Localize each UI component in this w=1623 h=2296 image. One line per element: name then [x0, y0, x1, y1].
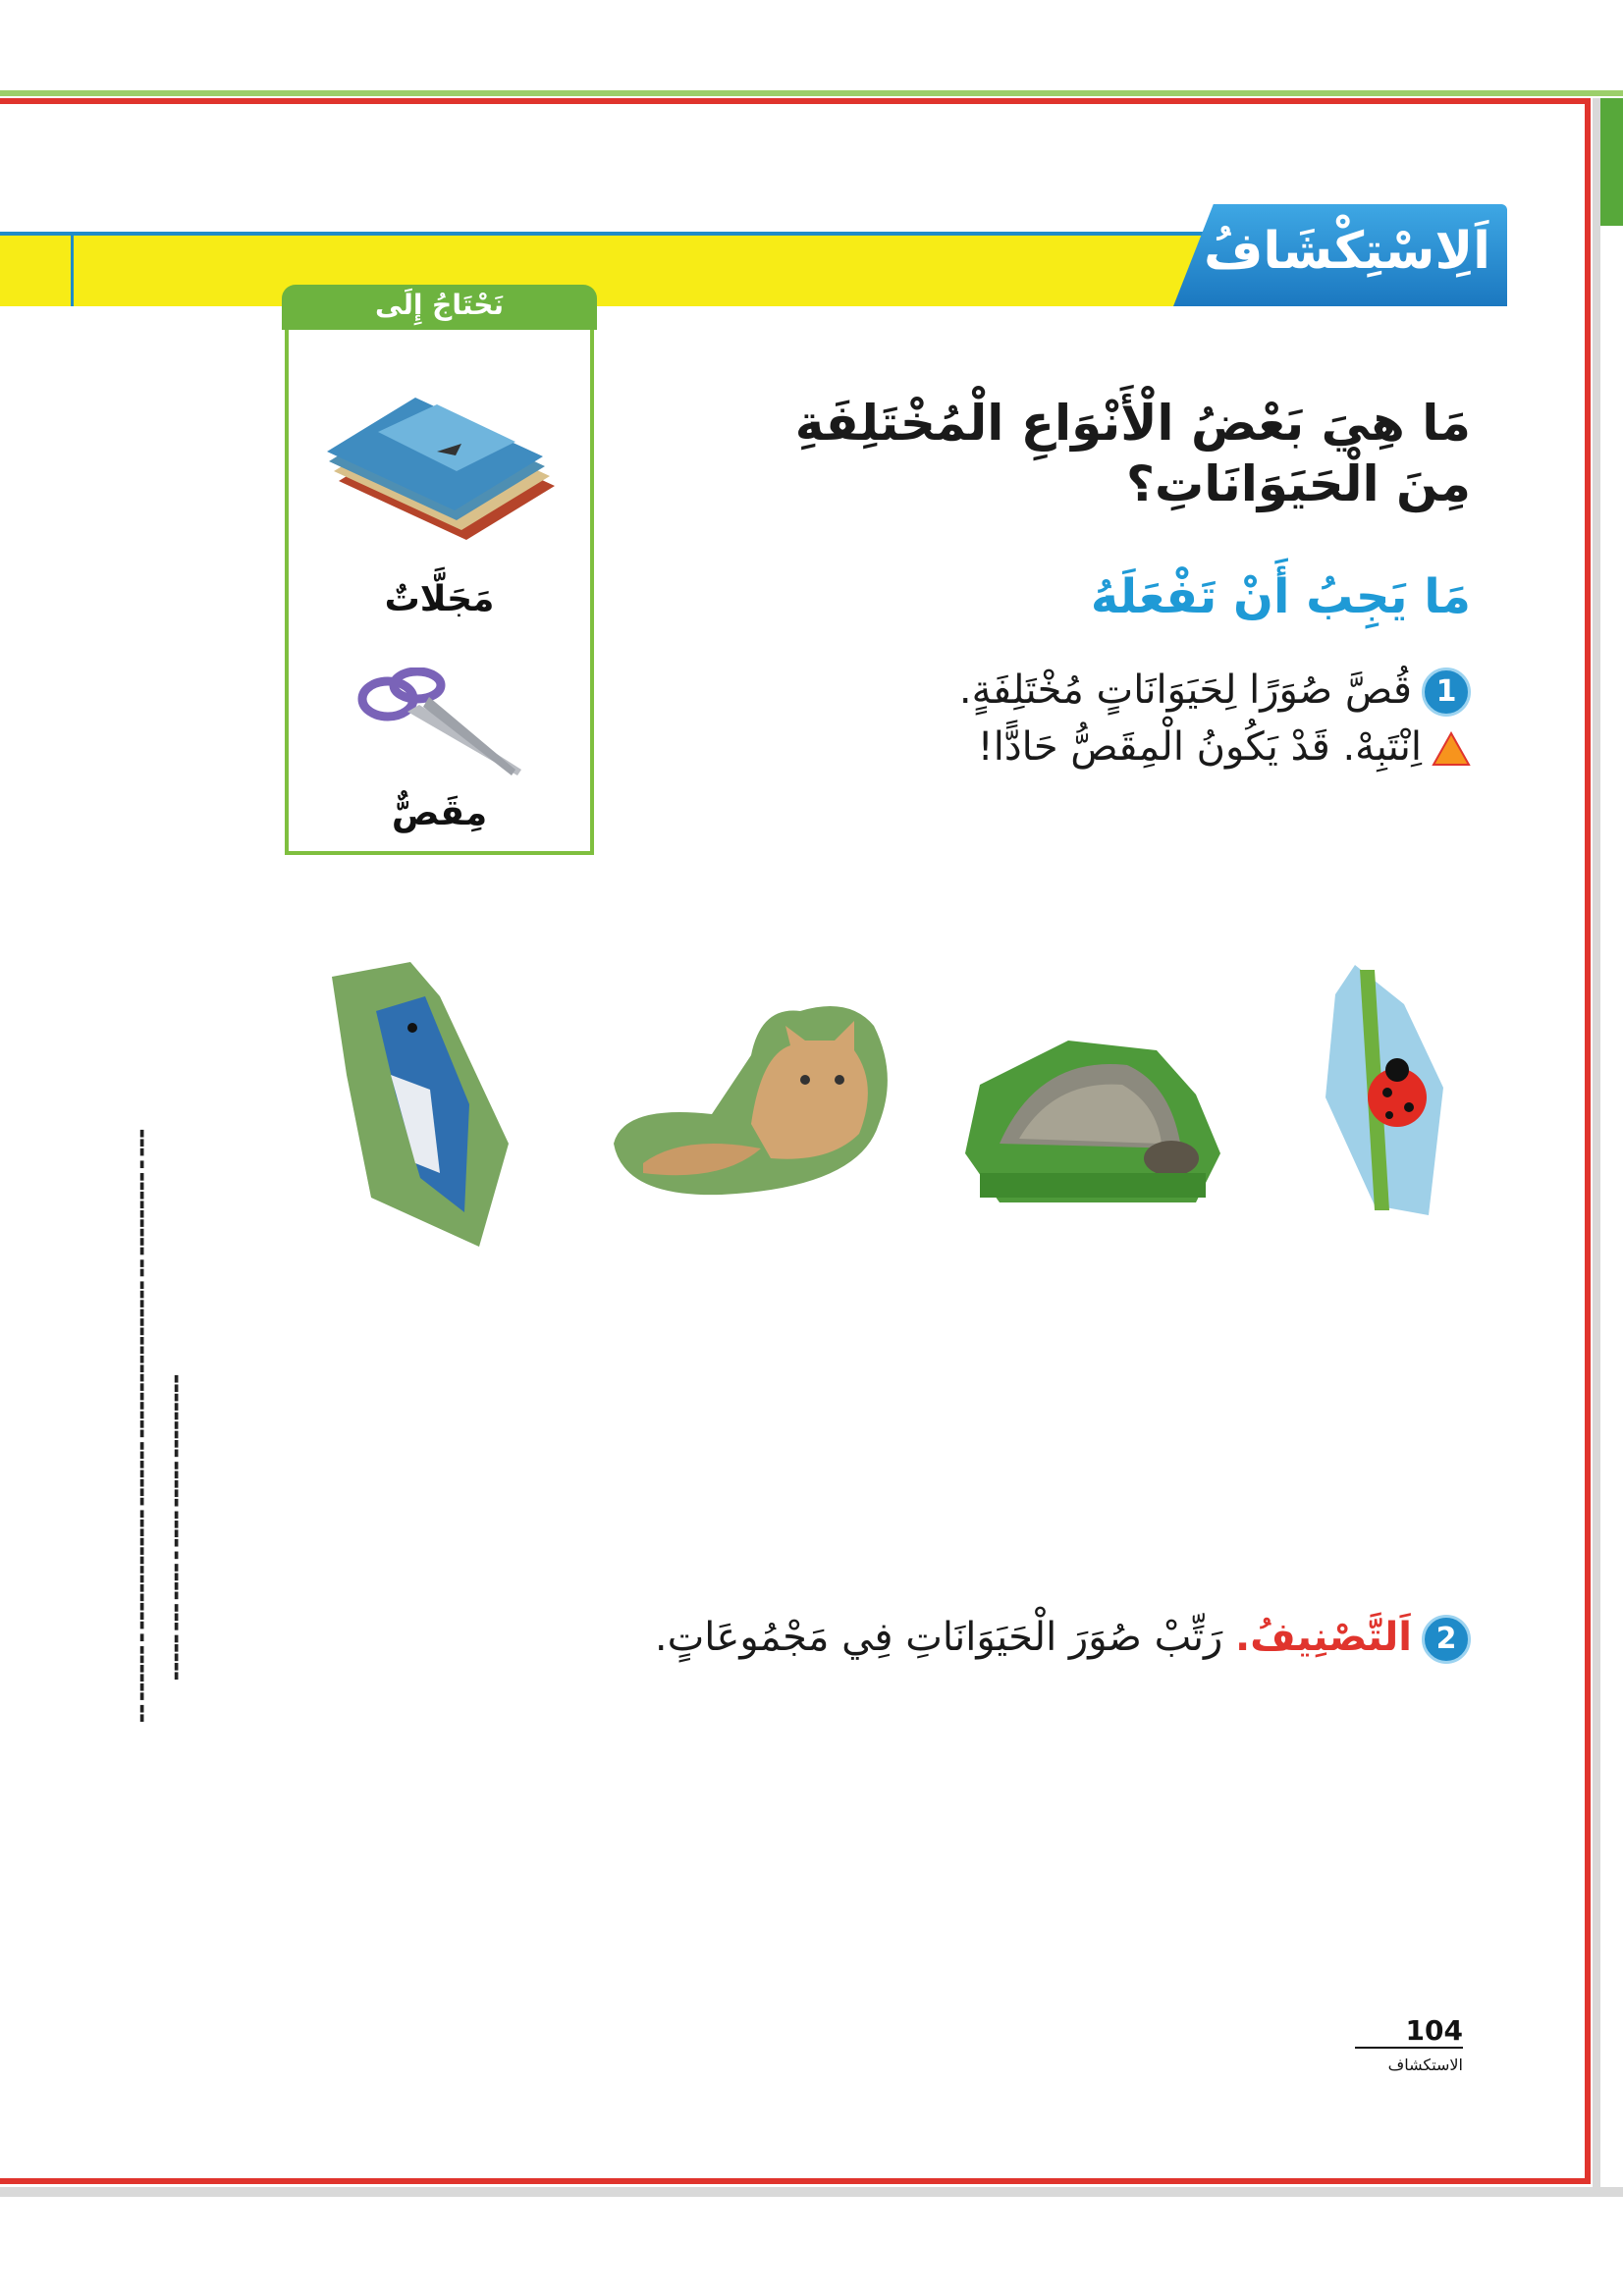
step-2: [655, 1615, 1471, 1664]
step-1: [959, 667, 1471, 717]
cat-image: [604, 987, 898, 1202]
page-section-label: الاستكشاف: [1387, 2056, 1463, 2074]
warning-icon: [1432, 731, 1471, 767]
banner-title: اَلِاسْتِكْشَافُ: [1204, 222, 1490, 281]
step-1-text: قُصَّ صُوَرًا لِحَيَوَانَاتٍ مُخْتَلِفَةٍ.: [958, 667, 1412, 713]
step-2-text: رَتِّبْ صُوَرَ الْحَيَوَانَاتِ فِي مَجْمُوعَاتٍ.: [654, 1615, 1223, 1660]
step-2-number: 2: [1422, 1615, 1471, 1664]
magazines-icon: [319, 383, 565, 569]
copyright-line: ▬▬▬▬▬▬▬▬▬ ▬▬▬▬▬ ▬▬▬▬ ▬ ▬▬▬▬ ▬▬▬ ▬▬▬▬▬: [171, 1374, 182, 1681]
green-side-tab: [1600, 98, 1623, 226]
yellow-banner-bar: [0, 232, 1306, 306]
page-bottom-shadow: [0, 2187, 1623, 2197]
banner-divider: [71, 236, 74, 306]
warning-line: [978, 724, 1471, 770]
photo-credit-line: ▬▬▬ ▬ ▬▬▬▬▬▬▬▬▬ ▬▬ ▬▬▬▬▬▬▬▬▬▬▬▬▬▬▬▬▬ ▬▬▬▬▬▬▬ ▬▬▬▬▬▬▬▬▬▬▬▬▬ ▬ ▬▬▬▬▬▬ ▬▬: [136, 1129, 147, 1723]
warning-text: اِنْتَبِهْ. قَدْ يَكُونُ الْمِقَصُّ حَادًّا!: [977, 724, 1422, 770]
step-1-number: 1: [1422, 667, 1471, 717]
top-green-line: [0, 90, 1623, 96]
page-number: 104: [1355, 2014, 1463, 2049]
scissors-icon: [349, 667, 525, 785]
question-title: مَا هِيَ بَعْضُ الْأَنْوَاعِ الْمُخْتَلِفَةِ مِنَ الْحَيَوَانَاتِ؟: [794, 395, 1471, 512]
scissors-label: مِقَصٌّ: [391, 793, 488, 833]
tortoise-image: [960, 1026, 1225, 1207]
blue-jay-image: [322, 957, 518, 1252]
materials-box-title: نَحْتَاجُ إِلَى: [374, 289, 504, 321]
top-margin: [0, 0, 1623, 90]
page-right-edge: [1593, 98, 1600, 2189]
magazines-label: مَجَلَّاتٌ: [384, 579, 495, 619]
ladybug-image: [1321, 960, 1448, 1220]
step-2-highlight: اَلتَّصْنِيفُ.: [1235, 1615, 1412, 1660]
what-to-do-heading: مَا يَجِبُ أَنْ تَفْعَلَهُ: [1090, 569, 1471, 624]
